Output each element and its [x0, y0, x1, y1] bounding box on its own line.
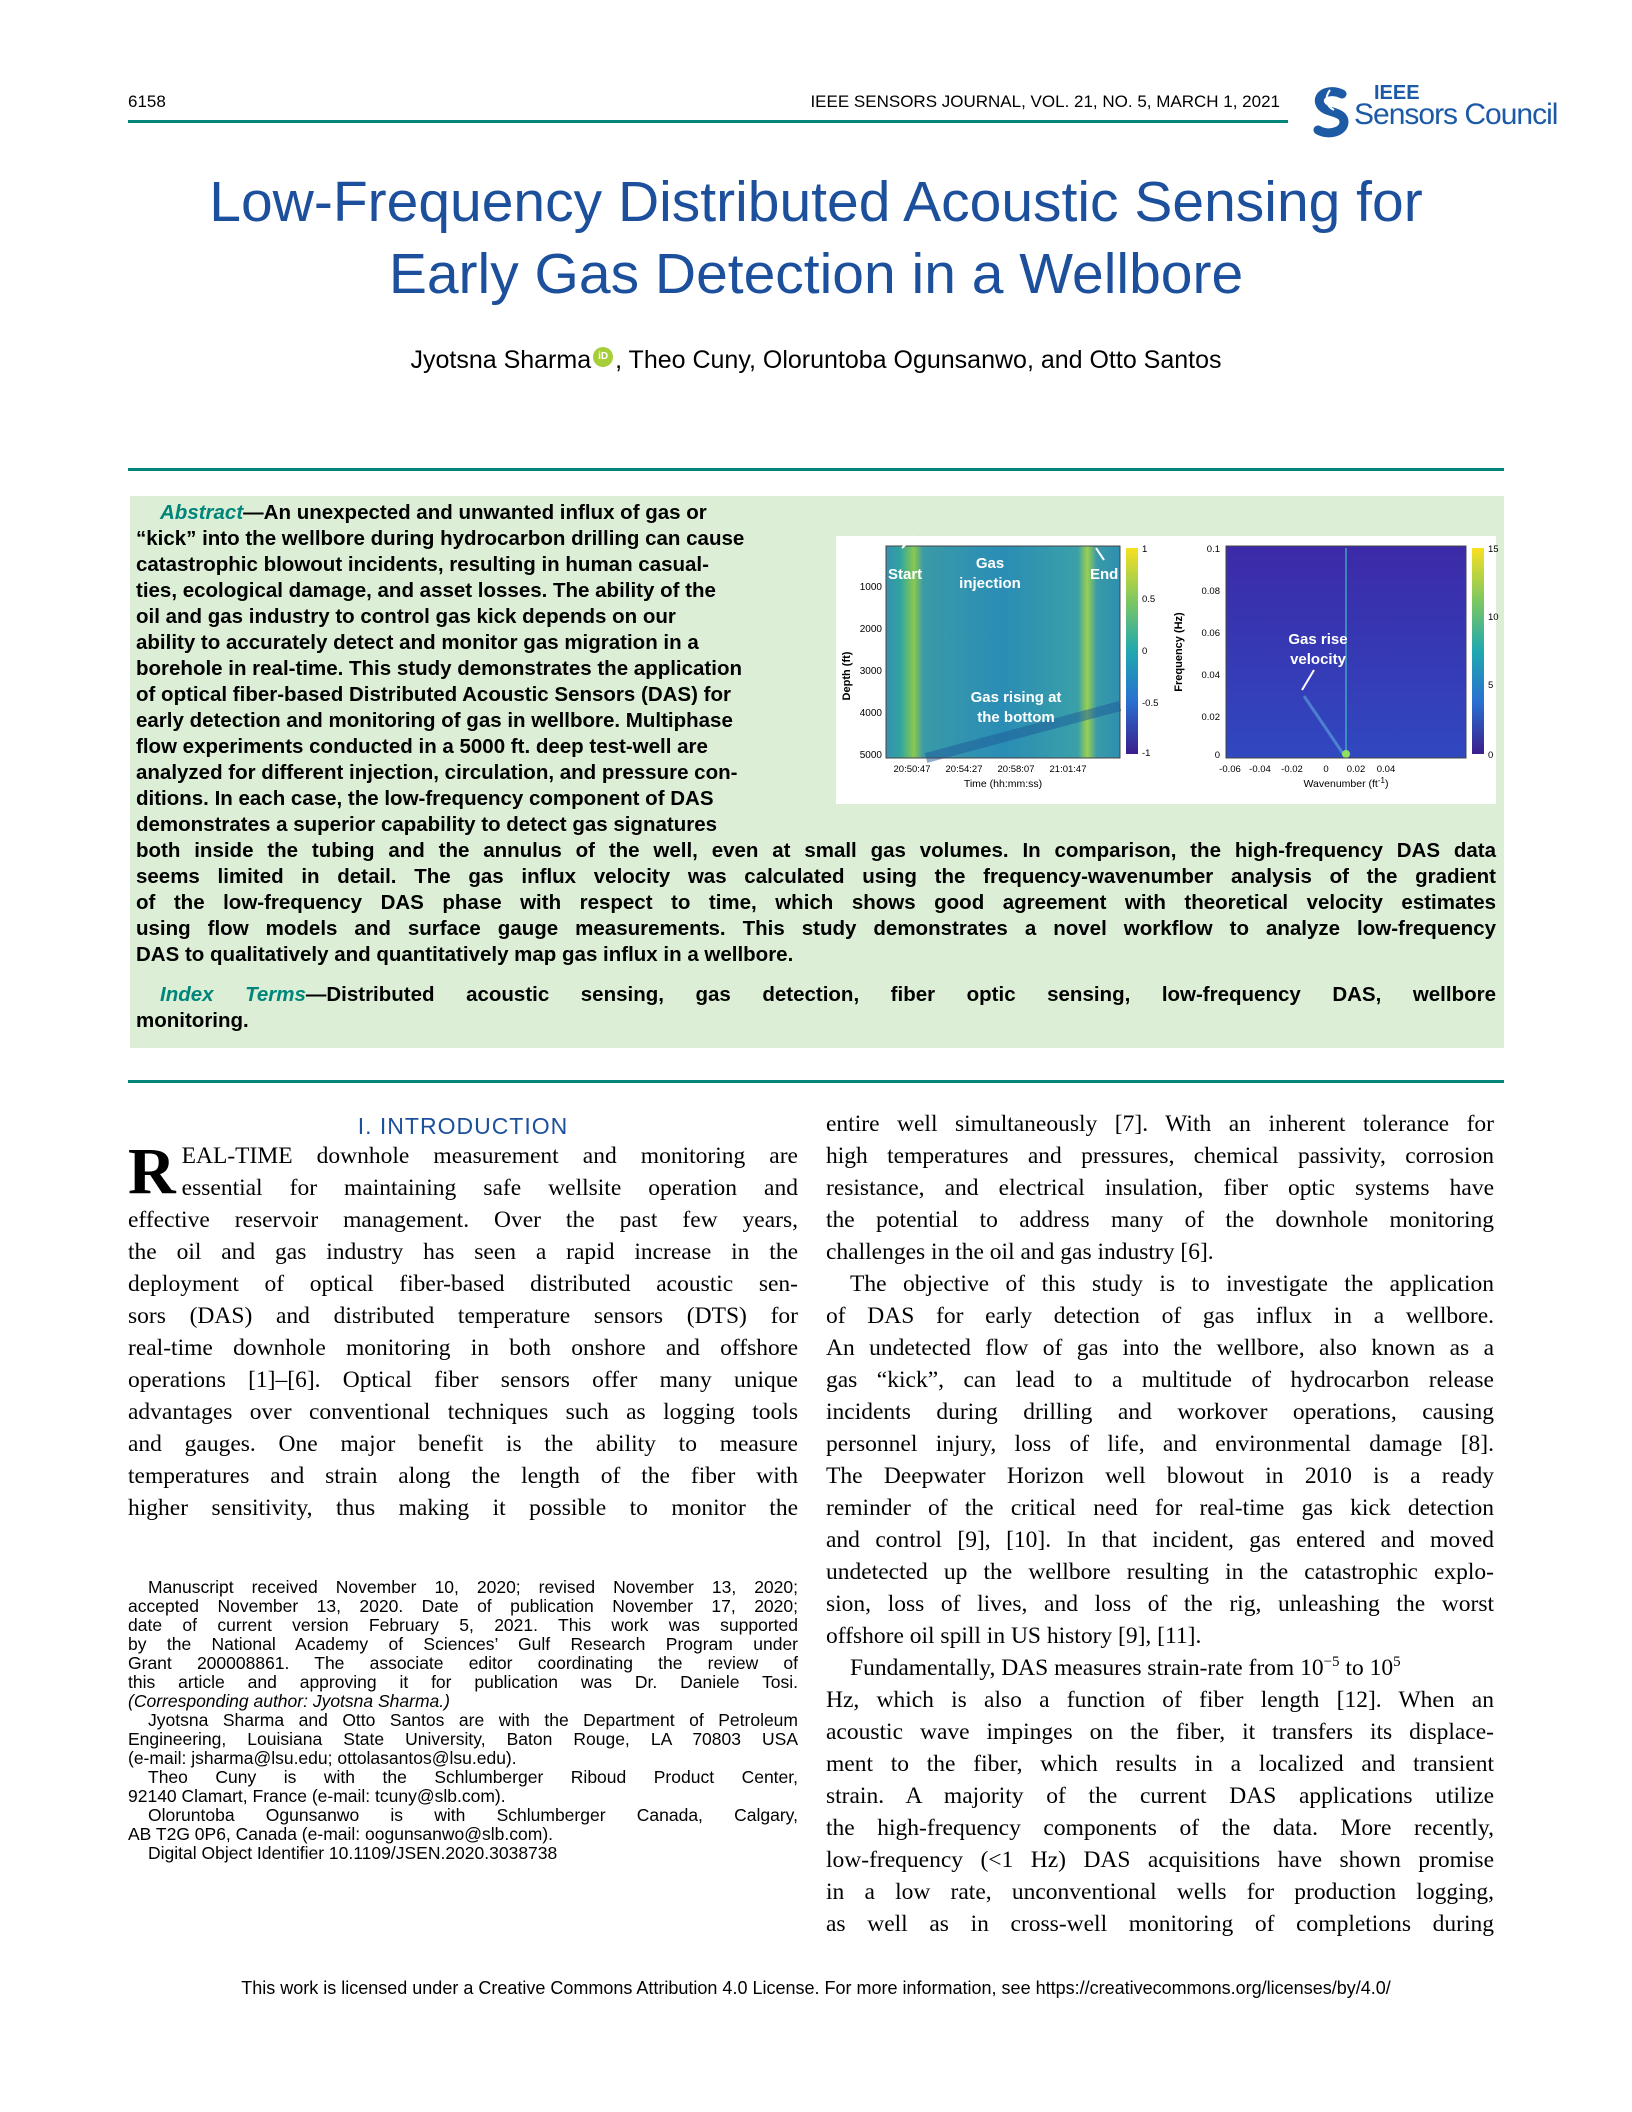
footnote-line: 92140 Clamart, France (e-mail: tcuny@slb.com). [128, 1786, 506, 1806]
right-column [826, 1108, 1494, 1940]
annotation-gas: Gas [975, 555, 1005, 572]
footnote-line: Oloruntoba Ogunsanwo is with Schlumberger Canada, Calgary, [148, 1805, 798, 1825]
left-x-tick: 20:58:07 [997, 764, 1035, 775]
abstract-line: of the low-frequency DAS phase with respect to time, which shows good agreement with theoretical velocity estimates [136, 891, 1496, 914]
section-heading: I. INTRODUCTION [357, 1113, 569, 1139]
footnote-line: (Corresponding author: Jyotsna Sharma.) [128, 1691, 450, 1711]
body-line-text: to 10 [1339, 1655, 1394, 1681]
left-cbar-tick: 1 [1142, 544, 1148, 555]
drop-cap: R [128, 1135, 176, 1208]
body-line: as well as in cross-well monitoring of completions during [826, 1911, 1494, 1937]
body-line: challenges in the oil and gas industry [6]. [826, 1239, 1214, 1265]
body-line: incidents during drilling and workover operations, causing [826, 1399, 1494, 1425]
right-cbar-tick: 5 [1488, 680, 1494, 691]
annotation-start: Start [888, 566, 923, 583]
title-line: Early Gas Detection in a Wellbore [388, 242, 1244, 306]
index-terms-text: —Distributed acoustic sensing, gas detection, fiber optic sensing, low-frequency DAS, wellbore [305, 983, 1496, 1006]
abstract-line-1-wrap [136, 500, 707, 526]
header-rule [128, 120, 1288, 123]
right-y-tick: 0 [1214, 750, 1220, 761]
footnote-line: Theo Cuny is with the Schlumberger Riboud Product Center, [148, 1767, 798, 1787]
index-terms-line [136, 982, 1496, 1008]
right-x-axis-label-end: ) [1384, 778, 1389, 790]
body-line: reminder of the critical need for real-time gas kick detection [826, 1495, 1494, 1521]
annotation-the-bottom: the bottom [977, 709, 1055, 726]
body-line: strain. A majority of the current DAS applications utilize [826, 1783, 1494, 1809]
footnote-line: date of current version February 5, 2021. This work was supported [128, 1615, 798, 1635]
left-cbar-tick: 0.5 [1142, 594, 1156, 605]
body-line: offshore oil spill in US history [9], [11]. [826, 1623, 1202, 1649]
right-x-tick: 0 [1323, 764, 1329, 775]
abstract-top-rule [128, 468, 1504, 471]
license-notice: This work is licensed under a Creative Commons Attribution 4.0 License. For more information, see https://creativecommons.org/licenses/by/4.0/ [241, 1978, 1391, 1998]
body-line: Hz, which is also a function of fiber length [12]. When an [826, 1687, 1494, 1713]
right-y-tick: 0.04 [1201, 670, 1220, 681]
body-line: advantages over conventional techniques such as logging tools [128, 1399, 798, 1425]
page-number: 6158 [128, 92, 166, 111]
abstract-line-text: ability to accurately detect and monitor gas migration in a [136, 631, 699, 654]
abstract-line [136, 682, 820, 708]
body-line-text: Fundamentally, DAS measures strain-rate from 10 [850, 1655, 1324, 1681]
abstract-line [136, 500, 820, 526]
body-line: operations [1]–[6]. Optical fiber sensors offer many unique [128, 1367, 798, 1393]
abstract-line-text: catastrophic blowout incidents, resulting in human casual- [136, 553, 709, 576]
abstract-line-text: “kick” into the wellbore during hydrocarbon drilling can cause [136, 527, 745, 550]
left-y-tick: 1000 [859, 582, 882, 593]
index-terms-line: monitoring. [136, 1009, 249, 1032]
abstract [136, 500, 820, 526]
left-y-tick: 4000 [859, 708, 882, 719]
journal-header: IEEE SENSORS JOURNAL, VOL. 21, NO. 5, MARCH 1, 2021 [810, 92, 1280, 111]
body-line: and gauges. One major benefit is the ability to measure [128, 1431, 798, 1457]
body-line: sors (DAS) and distributed temperature sensors (DTS) for [128, 1303, 798, 1329]
left-x-tick: 21:01:47 [1049, 764, 1087, 775]
right-x-tick: 0.02 [1346, 764, 1366, 775]
body-line: the oil and gas industry has seen a rapid increase in the [128, 1239, 798, 1265]
title-line: Low-Frequency Distributed Acoustic Sensing for [209, 170, 1423, 234]
footnote-line: by the National Academy of Sciences’ Gulf Research Program under [128, 1634, 798, 1654]
right-y-tick: 0.02 [1201, 712, 1220, 723]
sensors-council-s-icon [1310, 86, 1354, 138]
abstract-line [136, 734, 820, 760]
footnote-line: Grant 200008861. The associate editor coordinating the review of [128, 1653, 798, 1673]
abstract-line [136, 578, 820, 604]
annotation-velocity: velocity [1290, 651, 1346, 668]
index-terms-label: Index Terms [160, 983, 306, 1006]
left-y-axis-label: Depth (ft) [841, 651, 853, 701]
abstract-line [136, 786, 820, 812]
left-column [128, 1135, 798, 1524]
right-cbar-tick: 10 [1488, 612, 1499, 623]
right-y-tick: 0.1 [1206, 544, 1220, 555]
right-colorbar [1472, 548, 1484, 754]
graphical-abstract-figure [836, 536, 1499, 804]
abstract-line [136, 656, 820, 682]
left-y-tick: 5000 [859, 750, 882, 761]
footnote-line: (e-mail: jsharma@lsu.edu; ottolasantos@lsu.edu). [128, 1748, 517, 1768]
abstract-line [136, 604, 820, 630]
abstract-line-text: —An unexpected and unwanted influx of gas or [243, 501, 707, 524]
body-line: and control [9], [10]. In that incident, gas entered and moved [826, 1527, 1494, 1553]
right-y-tick: 0.06 [1201, 628, 1220, 639]
body-line: higher sensitivity, thus making it possible to monitor the [128, 1495, 798, 1521]
superscript: 5 [1393, 1654, 1401, 1671]
abstract-line-text: analyzed for different injection, circulation, and pressure con- [136, 761, 738, 784]
body-line [826, 1652, 1494, 1684]
superscript: −5 [1323, 1654, 1340, 1671]
body-line: gas “kick”, can lead to a multitude of hydrocarbon release [826, 1367, 1494, 1393]
abstract-line [136, 526, 820, 552]
body-line: temperatures and strain along the length of the fiber with [128, 1463, 798, 1489]
abstract-line-text: oil and gas industry to control gas kick depends on our [136, 605, 676, 628]
right-y-axis-label: Frequency (Hz) [1173, 612, 1185, 692]
left-cbar-tick: 0 [1142, 646, 1148, 657]
body-line: low-frequency (<1 Hz) DAS acquisitions have shown promise [826, 1847, 1494, 1873]
abstract-gap [136, 968, 1496, 982]
footnote-line: Engineering, Louisiana State University, Baton Rouge, LA 70803 USA [128, 1729, 798, 1749]
body-line: acoustic wave impinges on the fiber, it transfers its displace- [826, 1719, 1494, 1745]
body-line: entire well simultaneously [7]. With an inherent tolerance for [826, 1111, 1494, 1137]
abstract-line-text: of optical fiber-based Distributed Acoustic Sensors (DAS) for [136, 683, 731, 706]
footnote-line: this article and approving it for publication was Dr. Daniele Tosi. [128, 1672, 798, 1692]
abstract-line [136, 760, 820, 786]
footnote-line: Digital Object Identifier 10.1109/JSEN.2020.3038738 [148, 1843, 558, 1863]
right-x-tick: 0.04 [1376, 764, 1396, 775]
annotation-injection: injection [959, 575, 1021, 592]
left-x-tick: 20:54:27 [945, 764, 983, 775]
left-cbar-tick: -1 [1142, 748, 1151, 759]
abstract-line [136, 708, 820, 734]
abstract-line-text: borehole in real-time. This study demonstrates the application [136, 657, 743, 680]
body-line: sion, loss of lives, and loss of the rig, unleashing the worst [826, 1591, 1494, 1617]
abstract-line: seems limited in detail. The gas influx velocity was calculated using the frequency-wavenumber analysis of the gradient [136, 865, 1496, 888]
body-line: resistance, and electrical insulation, fiber optic systems have [826, 1175, 1494, 1201]
author-list [100, 346, 1532, 375]
abstract-line: using flow models and surface gauge measurements. This study demonstrates a novel workflow to analyze low-frequency [136, 917, 1496, 940]
body-line: EAL-TIME downhole measurement and monitoring are [181, 1143, 798, 1169]
body-line: essential for maintaining safe wellsite operation and [181, 1175, 798, 1201]
abstract-line [136, 552, 820, 578]
left-y-tick: 3000 [859, 666, 882, 677]
logo-sensors-council-text: Sensors Council [1354, 98, 1558, 131]
right-x-axis-label-sup: -1 [1377, 776, 1385, 785]
body-line: An undetected flow of gas into the wellbore, also known as a [826, 1335, 1494, 1361]
body-line: in a low rate, unconventional wells for production logging, [826, 1879, 1494, 1905]
abstract-line [136, 630, 820, 656]
left-colorbar [1126, 548, 1138, 754]
abstract-line-text: early detection and monitoring of gas in wellbore. Multiphase [136, 709, 733, 732]
abstract-line-text: ties, ecological damage, and asset losses. The ability of the [136, 579, 716, 602]
body-line: of DAS for early detection of gas influx in a wellbore. [826, 1303, 1494, 1329]
fk-peak [1342, 750, 1350, 758]
right-cbar-tick: 15 [1488, 544, 1499, 555]
abstract-line [136, 812, 820, 838]
right-x-axis-label-main: Wavenumber (ft [1303, 778, 1378, 790]
body-line: ment to the fiber, which results in a localized and transient [826, 1751, 1494, 1777]
abstract-bottom-rule [128, 1080, 1504, 1083]
right-x-tick: -0.02 [1281, 764, 1303, 775]
footnote-line: Manuscript received November 10, 2020; revised November 13, 2020; [148, 1577, 798, 1597]
right-x-tick: -0.06 [1219, 764, 1241, 775]
abstract-line: DAS to qualitatively and quantitatively map gas influx in a wellbore. [136, 943, 794, 966]
body-line: personnel injury, loss of life, and environmental damage [8]. [826, 1431, 1494, 1457]
abstract-line-text: flow experiments conducted in a 5000 ft. deep test-well are [136, 735, 708, 758]
body-line: undetected up the wellbore resulting in the catastrophic explo- [826, 1559, 1494, 1585]
right-x-tick: -0.04 [1249, 764, 1271, 775]
left-y-tick: 2000 [859, 624, 882, 635]
abstract-line-text: demonstrates a superior capability to detect gas signatures [136, 813, 718, 836]
body-line: The objective of this study is to investigate the application [850, 1271, 1494, 1297]
body-line: effective reservoir management. Over the past few years, [128, 1207, 798, 1233]
annotation-gas-rise: Gas rise [1288, 631, 1348, 648]
logo-ieee-text: IEEE [1374, 82, 1420, 104]
body-line: The Deepwater Horizon well blowout in 2010 is a ready [826, 1463, 1494, 1489]
annotation-end: End [1090, 566, 1119, 583]
ieee-sensors-council-logo [1310, 82, 1558, 142]
right-x-axis-label [1304, 776, 1389, 790]
abstract-label: Abstract [160, 501, 244, 524]
annotation-gas-rising: Gas rising at [970, 689, 1062, 706]
footnote [128, 1578, 798, 1863]
footnote-line: AB T2G 0P6, Canada (e-mail: oogunsanwo@slb.com). [128, 1824, 554, 1844]
right-cbar-tick: 0 [1488, 750, 1494, 761]
footnote-line: Jyotsna Sharma and Otto Santos are with the Department of Petroleum [148, 1710, 798, 1730]
footnote-line: accepted November 13, 2020. Date of publication November 17, 2020; [128, 1596, 798, 1616]
abstract-line-text: ditions. In each case, the low-frequency component of DAS [136, 787, 714, 810]
left-x-tick: 20:50:47 [893, 764, 931, 775]
left-cbar-tick: -0.5 [1142, 698, 1159, 709]
left-x-axis-label: Time (hh:mm:ss) [963, 778, 1043, 790]
body-line: real-time downhole monitoring in both onshore and offshore [128, 1335, 798, 1361]
paper-title [100, 166, 1532, 310]
body-line: high temperatures and pressures, chemical passivity, corrosion [826, 1143, 1494, 1169]
body-line: deployment of optical fiber-based distributed acoustic sen- [128, 1271, 798, 1297]
right-y-tick: 0.08 [1201, 586, 1220, 597]
body-line: the high-frequency components of the data. More recently, [826, 1815, 1494, 1841]
author-first: Jyotsna Sharma [410, 346, 592, 374]
author-rest: , Theo Cuny, Oloruntoba Ogunsanwo, and Otto Santos [615, 346, 1222, 374]
body-line: the potential to address many of the downhole monitoring [826, 1207, 1494, 1233]
abstract-line: both inside the tubing and the annulus of the well, even at small gas volumes. In comparison, the high-frequency DAS data [136, 839, 1496, 862]
orcid-icon[interactable]: iD [593, 347, 613, 367]
